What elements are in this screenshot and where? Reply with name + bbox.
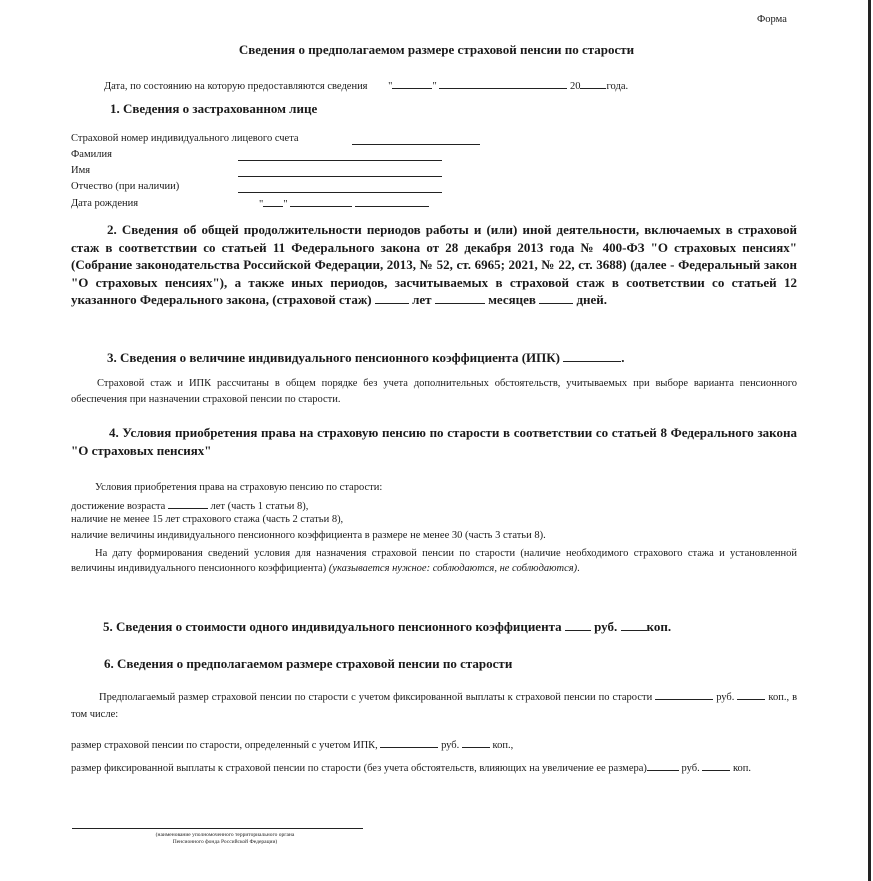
fixed-part-kop-field[interactable] — [702, 760, 730, 771]
date-line: Дата, по состоянию на которую предоставляются сведения " " 20 года. — [104, 78, 628, 92]
surname-label: Фамилия — [71, 149, 112, 160]
snils-field[interactable] — [352, 144, 480, 145]
page-edge — [868, 0, 871, 881]
section4-conditions-status: На дату формирования сведений условия для назначения страховой пенсии по старости (наличие необходимого страхового стажа и установленной величины индивидуального пенсионного коэффициента) (указывается нужное: соблюдаются, не соблюдаются). — [71, 548, 797, 574]
insurance-part-kop-field[interactable] — [462, 737, 490, 748]
section2-text: 2. Сведения об общей продолжительности периодов работы и (или) иной деятельности, включаемых в страховой стаж в соответствии со статьей 11 Федерального закона от 28 декабря 2013 года № 400-ФЗ "О страховых пенсиях" (Собрание законодательства Российской Федерации, 2013, № 52, ст. 6965; 2021, № 22, ст. 3688) (далее - Федеральный закон "О страховых пенсиях"), а также иных периодов, засчитываемых в страховой стаж в соответствии со статьей 12 указанного Федерального закона, (страховой стаж) лет месяцев дней. — [71, 222, 797, 307]
patronymic-field[interactable] — [238, 192, 442, 193]
date-month-field[interactable] — [439, 78, 567, 89]
insurance-part-rub-field[interactable] — [380, 737, 438, 748]
section3-heading: 3. Сведения о величине индивидуального пенсионного коэффициента (ИПК) . — [107, 350, 625, 365]
document-title: Сведения о предполагаемом размере страховой пенсии по старости — [238, 42, 635, 57]
section4-heading: 4. Условия приобретения права на страховую пенсию по старости в соответствии со статьей 8 Федерального закона "О страховых пенсиях" — [71, 425, 797, 458]
birth-date-label: Дата рождения — [71, 198, 139, 209]
surname-field[interactable] — [238, 160, 442, 161]
ipk-cost-rub-field[interactable] — [565, 620, 591, 631]
stazh-days-field[interactable] — [539, 293, 573, 304]
name-label: Имя — [71, 165, 91, 176]
section3-note: Страховой стаж и ИПК рассчитаны в общем порядке без учета дополнительных обстоятельств, учитываемых при выборе варианта пенсионного обеспечения при назначении страховой пенсии по старости. — [71, 378, 797, 405]
conditions-intro: Условия приобретения права на страховую пенсию по старости: — [95, 482, 383, 493]
ipk-field[interactable] — [563, 351, 621, 362]
fixed-part-rub-field[interactable] — [647, 760, 679, 771]
age-field[interactable] — [168, 498, 208, 509]
date-day-field[interactable] — [392, 78, 432, 89]
condition-age: достижение возраста лет (часть 1 статьи 8), — [71, 498, 308, 512]
stazh-years-field[interactable] — [375, 293, 409, 304]
snils-label: Страховой номер индивидуального лицевого счета — [71, 133, 299, 144]
pension-fixed-part: размер фиксированной выплаты к страховой пенсии по старости (без учета обстоятельств, влияющих на увеличение ее размера) руб. коп. — [71, 760, 797, 777]
pension-total-rub-field[interactable] — [655, 689, 713, 700]
ipk-cost-kop-field[interactable] — [621, 620, 647, 631]
name-field[interactable] — [238, 176, 442, 177]
birth-date-field[interactable]: " " — [259, 196, 429, 210]
stazh-months-blank[interactable] — [435, 293, 485, 304]
authority-caption: (наименование уполномоченного территориального органа Пенсионного фонда Российской Федерации) — [155, 832, 295, 845]
section5-heading: 5. Сведения о стоимости одного индивидуального пенсионного коэффициента руб. коп. — [103, 619, 672, 634]
authority-name-field[interactable] — [72, 828, 363, 829]
section6-heading: 6. Сведения о предполагаемом размере страховой пенсии по старости — [104, 656, 513, 671]
section1-heading: 1. Сведения о застрахованном лице — [110, 101, 318, 116]
pension-insurance-part: размер страховой пенсии по старости, определенный с учетом ИПК, руб. коп., — [71, 737, 513, 751]
date-year-field[interactable] — [580, 78, 606, 89]
date-label: Дата, по состоянию на которую предоставляются сведения — [104, 81, 368, 92]
pension-total: Предполагаемый размер страховой пенсии по старости с учетом фиксированной выплаты к страховой пенсии по старости руб. коп., в том числе: — [71, 689, 797, 723]
form-label: Форма — [757, 14, 787, 25]
pension-total-kop-field[interactable] — [737, 689, 765, 700]
condition-ipk: наличие величины индивидуального пенсионного коэффициента в размере не менее 30 (часть 3 статьи 8). — [71, 530, 546, 541]
condition-experience: наличие не менее 15 лет страхового стажа (часть 2 статьи 8), — [71, 514, 344, 525]
patronymic-label: Отчество (при наличии) — [71, 181, 180, 192]
